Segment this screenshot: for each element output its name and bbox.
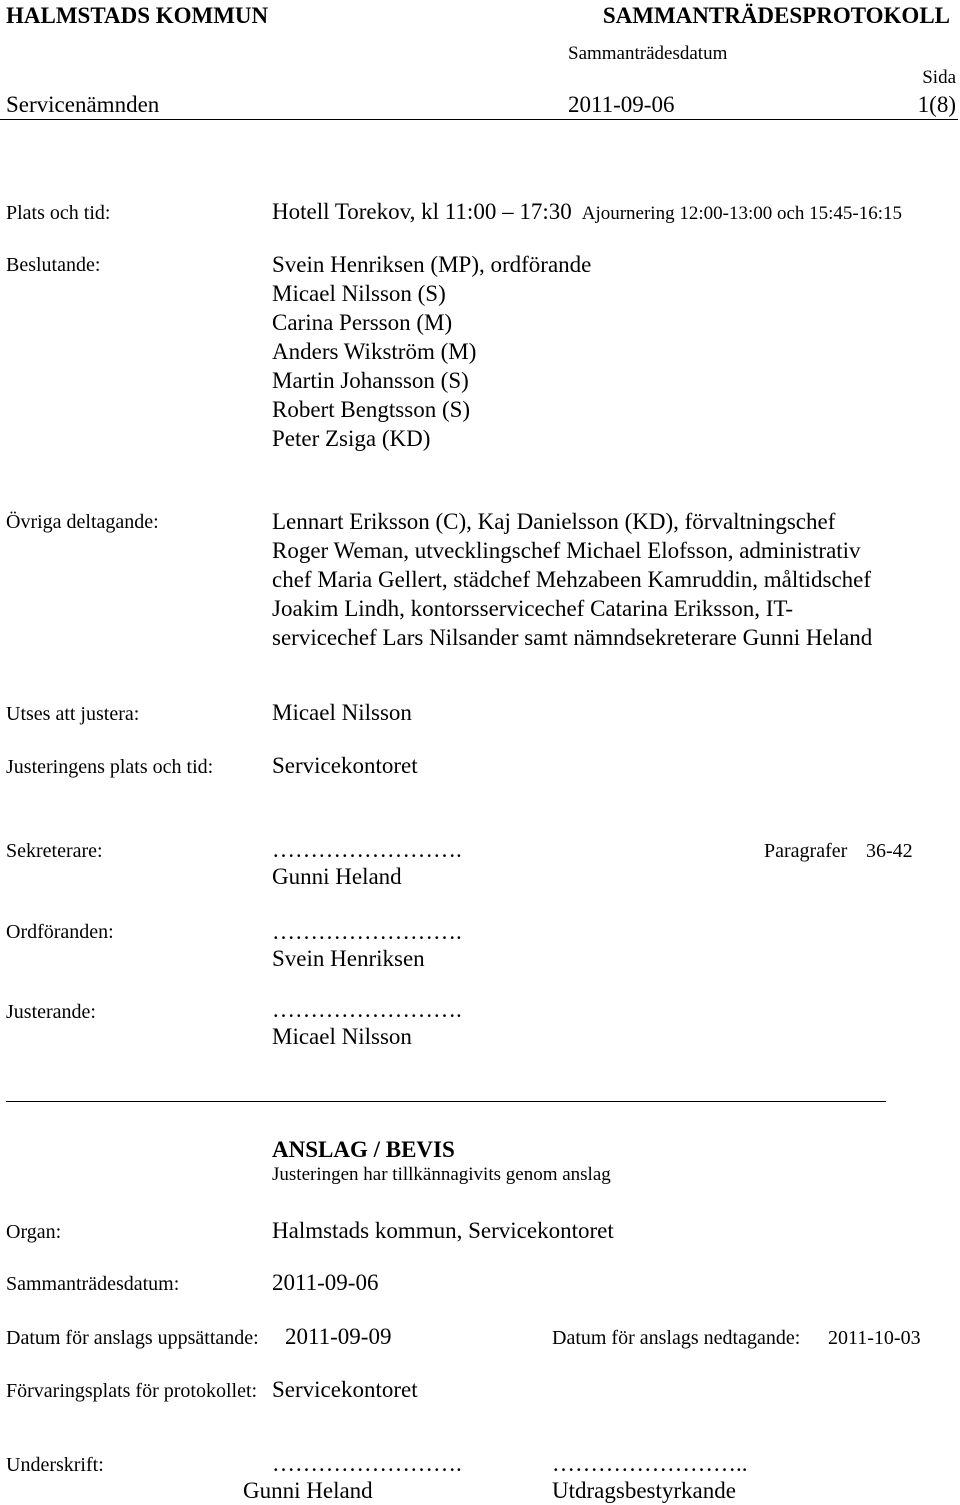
municipality-title: HALMSTADS KOMMUN xyxy=(6,3,269,28)
place-value: Hotell Torekov, kl 11:00 – 17:30 xyxy=(272,199,572,224)
place-row xyxy=(272,200,902,223)
posted-value: 2011-09-09 xyxy=(285,1324,392,1349)
deciding-member: Micael Nilsson (S) xyxy=(272,281,446,306)
others-line: Joakim Lindh, kontorsservicechef Catarina Eriksson, IT- xyxy=(272,596,793,621)
storage-value: Servicekontoret xyxy=(272,1377,418,1402)
meeting-date-caption: Sammanträdesdatum xyxy=(568,43,728,64)
secretary-signature-line: ……………………. xyxy=(272,837,462,862)
place-label: Plats och tid: xyxy=(6,202,111,224)
document-type-title: SAMMANTRÄDESPROTOKOLL xyxy=(602,3,950,28)
signature-name-2: Utdragsbestyrkande xyxy=(552,1478,736,1503)
chair-label: Ordföranden: xyxy=(6,921,114,943)
deciding-member: Carina Persson (M) xyxy=(272,310,453,335)
others-line: chef Maria Gellert, städchef Mehzabeen Kamruddin, måltidschef xyxy=(272,567,872,592)
notice-meeting-date-label: Sammanträdesdatum: xyxy=(6,1273,180,1295)
paragraphs-label: Paragrafer xyxy=(764,840,848,862)
storage-label: Förvaringsplats för protokollet: xyxy=(6,1380,258,1402)
notice-title: ANSLAG / BEVIS xyxy=(272,1137,455,1162)
signature-line-2: …………………….. xyxy=(552,1451,748,1476)
others-line: servicechef Lars Nilsander samt nämndsekreterare Gunni Heland xyxy=(272,625,873,650)
deciding-member: Robert Bengtsson (S) xyxy=(272,397,471,422)
others-paragraph xyxy=(272,507,872,652)
deciding-member: Svein Henriksen (MP), ordförande xyxy=(272,252,592,277)
organ-label: Organ: xyxy=(6,1221,62,1243)
chair-name: Svein Henriksen xyxy=(272,946,425,971)
notice-meeting-date-value: 2011-09-06 xyxy=(272,1270,379,1295)
others-line: Lennart Eriksson (C), Kaj Danielsson (KD), förvaltningschef xyxy=(272,509,836,534)
adjuster-signature-line: ……………………. xyxy=(272,997,462,1022)
removed-value: 2011-10-03 xyxy=(828,1327,921,1349)
signature-name-1: Gunni Heland xyxy=(243,1478,373,1503)
page-number: 1(8) xyxy=(917,92,956,117)
others-line: Roger Weman, utvecklingschef Michael Elofsson, administrativ xyxy=(272,538,861,563)
adjuster-sign-label: Justerande: xyxy=(6,1001,96,1023)
committee-name: Servicenämnden xyxy=(6,92,160,117)
deciding-member: Martin Johansson (S) xyxy=(272,368,469,393)
paragraphs-value: 36-42 xyxy=(866,840,913,862)
header-rule xyxy=(0,119,958,120)
deciding-member: Anders Wikström (M) xyxy=(272,339,477,364)
meeting-date: 2011-09-06 xyxy=(568,92,675,117)
notice-subtitle: Justeringen har tillkännagivits genom anslag xyxy=(272,1164,611,1185)
secretary-name: Gunni Heland xyxy=(272,864,402,889)
posted-label: Datum för anslags uppsättande: xyxy=(6,1327,259,1349)
chair-signature-line: ……………………. xyxy=(272,919,462,944)
signature-line-1: ……………………. xyxy=(272,1451,462,1476)
deciding-members-list xyxy=(272,250,591,453)
organ-value: Halmstads kommun, Servicekontoret xyxy=(272,1218,614,1243)
adjust-place-label: Justeringens plats och tid: xyxy=(6,756,214,778)
secretary-label: Sekreterare: xyxy=(6,840,103,862)
adjust-place-value: Servicekontoret xyxy=(272,753,418,778)
deciding-label: Beslutande: xyxy=(6,254,101,276)
section-divider xyxy=(6,1101,886,1102)
deciding-member: Peter Zsiga (KD) xyxy=(272,426,431,451)
adjuster-sign-name: Micael Nilsson xyxy=(272,1024,412,1049)
others-label: Övriga deltagande: xyxy=(6,511,159,533)
adjuster-label: Utses att justera: xyxy=(6,703,140,725)
signature-label: Underskrift: xyxy=(6,1454,104,1476)
adjuster-value: Micael Nilsson xyxy=(272,700,412,725)
removed-label: Datum för anslags nedtagande: xyxy=(552,1327,801,1349)
adjournment-text: Ajournering 12:00-13:00 och 15:45-16:15 xyxy=(581,203,903,224)
page-caption: Sida xyxy=(922,67,956,88)
